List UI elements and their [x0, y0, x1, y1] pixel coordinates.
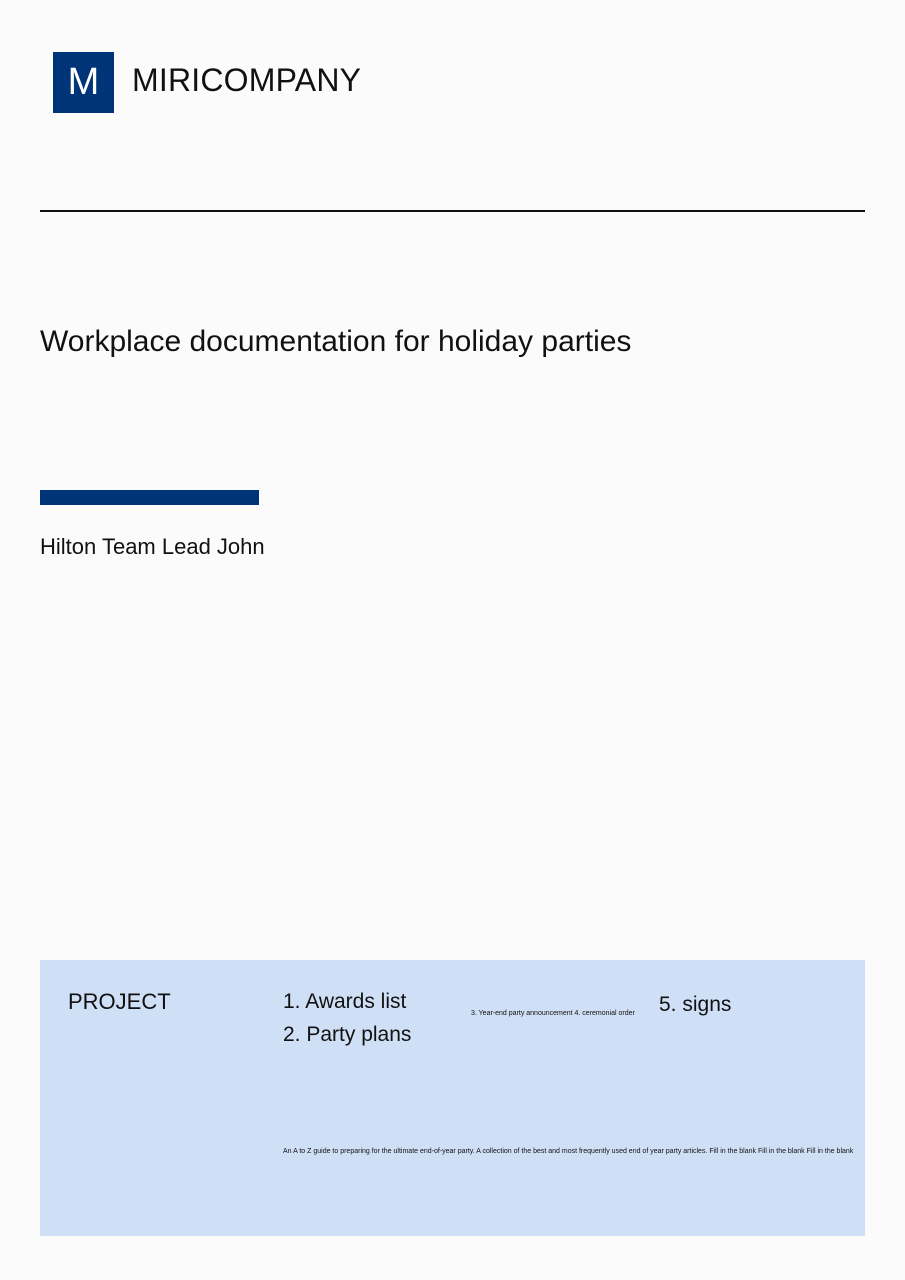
- logo-letter: M: [67, 61, 100, 103]
- toc-item-awards-list: 1. Awards list: [283, 990, 407, 1013]
- toc-item-party-plans: 2. Party plans: [283, 1023, 412, 1046]
- toc-item-announcement-order: 3. Year-end party announcement 4. ceremonial order: [471, 1010, 635, 1017]
- project-label: PROJECT: [68, 989, 171, 1014]
- company-name: MIRICOMPANY: [132, 62, 362, 98]
- toc-item-signs: 5. signs: [659, 993, 732, 1016]
- project-panel: [40, 960, 865, 1236]
- document-author: Hilton Team Lead John: [40, 534, 265, 559]
- document-title: Workplace documentation for holiday parties: [40, 325, 632, 358]
- project-description: An A to Z guide to preparing for the ultimate end-of-year party. A collection of the best and most frequently used end of year party articles. Fill in the blank Fill in the blank Fill in the blank: [283, 1148, 854, 1155]
- header-divider: [40, 210, 865, 212]
- company-logo: [53, 52, 114, 113]
- accent-bar: [40, 490, 259, 505]
